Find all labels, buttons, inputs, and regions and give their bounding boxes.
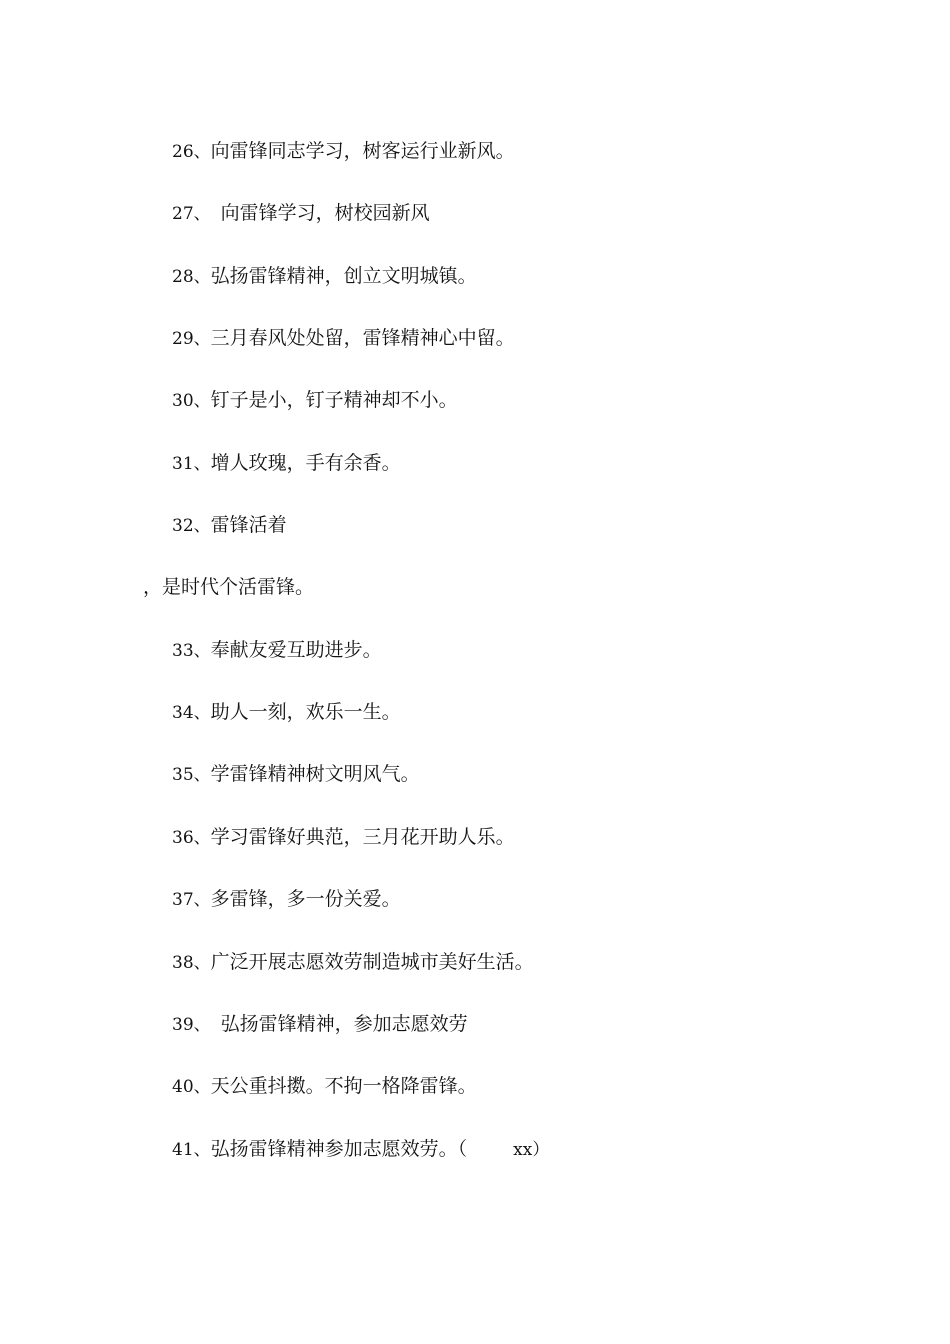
list-item (172, 264, 477, 288)
item-number: 32、 (172, 516, 211, 536)
item-text: 助人一刻，欢乐一生。 (210, 701, 401, 723)
item-text: 弘扬雷锋精神参加志愿效劳。（ (210, 1138, 468, 1160)
item-text: 奉献友爱互助进步。 (210, 639, 382, 661)
list-item (172, 1074, 477, 1098)
list-item (172, 762, 420, 786)
item-number: 40、 (172, 1077, 211, 1097)
list-item (172, 887, 401, 911)
item-number: 37、 (172, 890, 211, 910)
item-number: 28、 (172, 267, 211, 287)
item-number: 30、 (172, 391, 211, 411)
list-item (172, 950, 534, 974)
list-item-continuation (143, 575, 314, 599)
list-item (172, 388, 458, 412)
item-text: 弘扬雷锋精神，参加志愿效劳 (220, 1013, 468, 1035)
item-text: 向雷锋同志学习，树客运行业新风。 (210, 140, 515, 162)
item-number: 38、 (172, 953, 211, 973)
list-item (172, 700, 401, 724)
item-number: 31、 (172, 454, 211, 474)
item-text: 学习雷锋好典范，三月花开助人乐。 (210, 826, 515, 848)
list-item (172, 1012, 468, 1036)
item-text: 向雷锋学习，树校园新风 (220, 202, 430, 224)
list-item (172, 139, 515, 163)
item-text: 广泛开展志愿效劳制造城市美好生活。 (210, 951, 534, 973)
item-text: 多雷锋，多一份关爱。 (210, 888, 401, 910)
item-text: 弘扬雷锋精神，创立文明城镇。 (210, 265, 477, 287)
item-number: 35、 (172, 765, 211, 785)
item-number: 39、 (172, 1015, 211, 1035)
item-text: ，是时代个活雷锋。 (143, 576, 315, 598)
item-number: 41、 (172, 1140, 211, 1160)
item-text: 天公重抖擞。不拘一格降雷锋。 (210, 1075, 477, 1097)
item-text: 增人玫瑰，手有余香。 (210, 452, 401, 474)
item-suffix: xx） (513, 1140, 550, 1160)
list-item (172, 638, 382, 662)
item-text: 三月春风处处留，雷锋精神心中留。 (210, 327, 515, 349)
list-item (172, 326, 515, 350)
item-text: 学雷锋精神树文明风气。 (210, 763, 420, 785)
list-item (172, 201, 430, 225)
list-item (172, 513, 287, 537)
item-text: 雷锋活着 (210, 514, 287, 536)
item-number: 34、 (172, 703, 211, 723)
item-number: 36、 (172, 828, 211, 848)
item-number: 33、 (172, 641, 211, 661)
list-item (172, 1137, 549, 1161)
item-number: 29、 (172, 329, 211, 349)
list-item (172, 451, 401, 475)
item-number: 27、 (172, 204, 211, 224)
item-number: 26、 (172, 142, 211, 162)
item-text: 钉子是小，钉子精神却不小。 (210, 389, 458, 411)
list-item (172, 825, 515, 849)
